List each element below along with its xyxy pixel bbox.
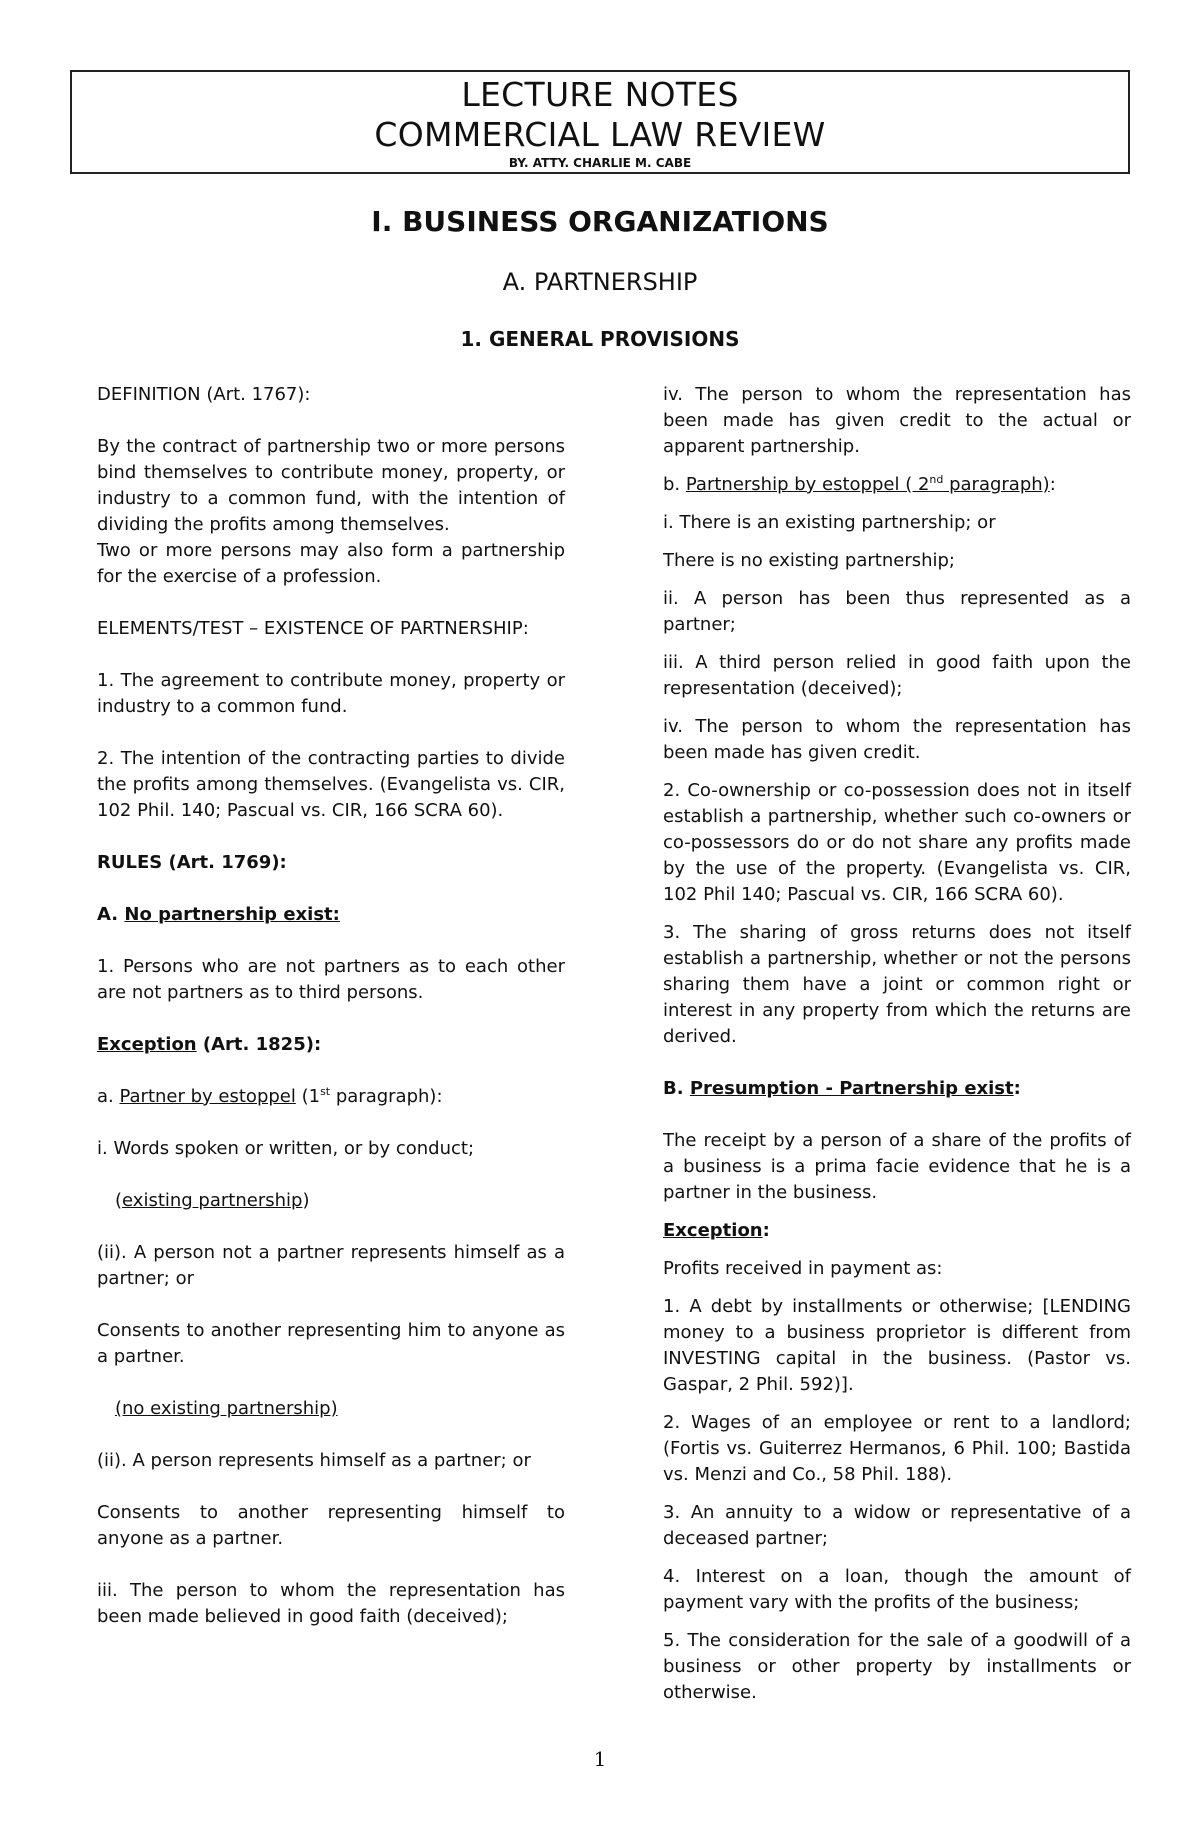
title-box	[70, 70, 1130, 174]
rule-a-heading: A. No partnership exist:	[97, 904, 340, 925]
exception-1: 1. A debt by installments or otherwise; [LENDING money to a business proprietor is different from INVESTING capital in the business. (Pastor vs. Gaspar, 2 Phil. 592)].	[663, 1296, 1131, 1395]
exception-heading-right: Exception:	[663, 1220, 770, 1241]
element-1: 1. The agreement to contribute money, property or industry to a common fund.	[97, 670, 565, 717]
subsection-title: A. PARTNERSHIP	[502, 268, 698, 296]
author-line: BY. ATTY. CHARLIE M. CABE	[508, 156, 692, 170]
elements-heading: ELEMENTS/TEST – EXISTENCE OF PARTNERSHIP:	[97, 618, 529, 639]
no-existing-partnership: There is no existing partnership;	[663, 550, 955, 571]
element-2: 2. The intention of the contracting parties to divide the profits among themselves. (Evangelista vs. CIR, 102 Phil. 140; Pascual vs. CIR, 166 SCRA 60).	[97, 748, 565, 821]
partner-by-estoppel: a. Partner by estoppel (1st paragraph):	[97, 1085, 443, 1107]
consents-1: Consents to another representing him to anyone as a partner.	[97, 1320, 565, 1367]
exception-5: 5. The consideration for the sale of a goodwill of a business or other property by installments or otherwise.	[663, 1630, 1131, 1703]
definition-heading: DEFINITION (Art. 1767):	[97, 384, 311, 405]
iv-credit-actual: iv. The person to whom the representation has been made has given credit to the actual or apparent partnership.	[663, 384, 1131, 457]
words-spoken: i. Words spoken or written, or by conduct;	[97, 1138, 475, 1159]
no-existing-partnership-label: (no existing partnership)	[115, 1398, 338, 1419]
iii-believed: iii. The person to whom the representation has been made believed in good faith (deceived);	[97, 1580, 565, 1627]
exception-3: 3. An annuity to a widow or representative of a deceased partner;	[663, 1502, 1131, 1549]
consents-2: Consents to another representing himself to anyone as a partner.	[97, 1502, 565, 1549]
presumption-heading: B. Presumption - Partnership exist:	[663, 1078, 1021, 1099]
rules-heading: RULES (Art. 1769):	[97, 852, 287, 873]
exception-heading: Exception (Art. 1825):	[97, 1034, 322, 1055]
page-number: 1	[593, 1747, 607, 1771]
ii-represents: (ii). A person represents himself as a partner; or	[97, 1450, 531, 1471]
sub-subsection-title: 1. GENERAL PROVISIONS	[460, 327, 740, 351]
iv-given-credit: iv. The person to whom the representation has been made has given credit.	[663, 716, 1131, 763]
gross-returns-rule: 3. The sharing of gross returns does not itself establish a partnership, whether or not the persons sharing them have a joint or common right or interest in any property from which the returns are derived.	[663, 922, 1131, 1047]
profits-received: Profits received in payment as:	[663, 1258, 943, 1279]
ii-represented: ii. A person has been thus represented as a partner;	[663, 588, 1131, 635]
section-title: I. BUSINESS ORGANIZATIONS	[371, 205, 829, 238]
partnership-by-estoppel: b. Partnership by estoppel ( 2nd paragraph):	[663, 473, 1056, 495]
profession-paragraph: Two or more persons may also form a partnership for the exercise of a profession.	[97, 540, 565, 587]
exception-2: 2. Wages of an employee or rent to a landlord; (Fortis vs. Guiterrez Hermanos, 6 Phil. 100; Bastida vs. Menzi and Co., 58 Phil. 188).	[663, 1412, 1131, 1485]
existing-partnership-label: (existing partnership)	[115, 1190, 310, 1211]
iii-relied: iii. A third person relied in good faith upon the representation (deceived);	[663, 652, 1131, 699]
co-ownership-rule: 2. Co-ownership or co-possession does not in itself establish a partnership, whether such co-owners or co-possessors do or do not share any profits made by the use of the property. (Evangelista vs. CIR, 102 Phil 140; Pascual vs. CIR, 166 SCRA 60).	[663, 780, 1131, 905]
ii-not-partner: (ii). A person not a partner represents himself as a partner; or	[97, 1242, 565, 1289]
title-lecture-notes: LECTURE NOTES	[461, 75, 739, 114]
rule-a-1: 1. Persons who are not partners as to each other are not partners as to third persons.	[97, 956, 565, 1003]
title-commercial-law-review: COMMERCIAL LAW REVIEW	[374, 115, 826, 154]
existing-partnership: i. There is an existing partnership; or	[663, 512, 996, 533]
exception-4: 4. Interest on a loan, though the amount of payment vary with the profits of the business;	[663, 1566, 1131, 1613]
right-column	[663, 382, 1131, 1718]
prima-facie-paragraph: The receipt by a person of a share of the profits of a business is a prima facie evidence that he is a partner in the business.	[663, 1130, 1131, 1203]
left-column	[97, 382, 565, 1656]
definition-paragraph: By the contract of partnership two or more persons bind themselves to contribute money, property, or industry to a common fund, with the intention of dividing the profits among themselves.	[97, 436, 565, 535]
